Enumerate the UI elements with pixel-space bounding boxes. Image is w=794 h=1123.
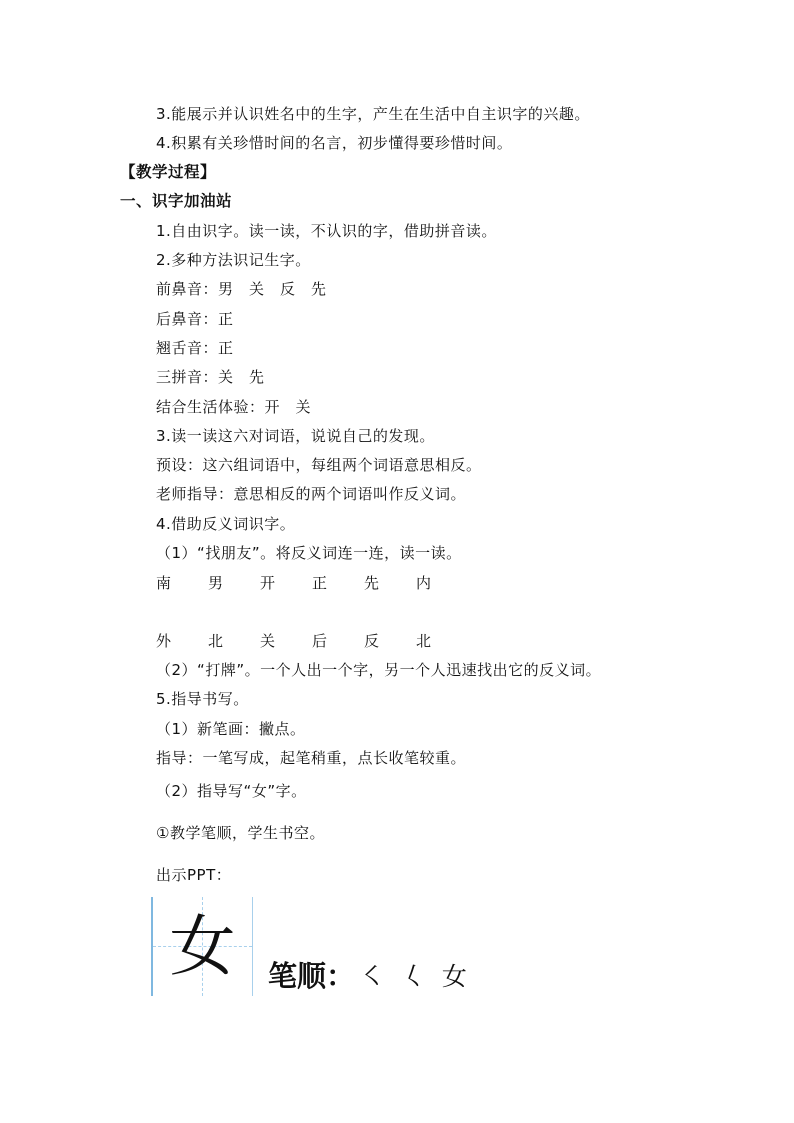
goal-3: 3.能展示并认识姓名中的生字，产生在生活中自主识字的兴趣。	[156, 105, 590, 123]
section-heading-1: 一、识字加油站	[120, 192, 233, 210]
triple-pinyin-line: 三拼音：关 先	[156, 368, 265, 386]
word-top-5: 先	[364, 574, 380, 592]
word-bottom-4: 后	[312, 632, 328, 650]
step-1: 1.自由识字。读一读，不认识的字，借助拼音读。	[156, 222, 497, 240]
goal-4: 4.积累有关珍惜时间的名言，初步懂得要珍惜时间。	[156, 134, 513, 152]
word-bottom-6: 北	[416, 632, 432, 650]
stroke-order-sequence: ㇛ 𡿨 女	[360, 962, 471, 991]
word-top-3: 开	[260, 574, 276, 592]
word-bottom-5: 反	[364, 632, 380, 650]
word-top-4: 正	[312, 574, 328, 592]
retroflex-line: 翘舌音：正	[156, 339, 234, 357]
step-3: 3.读一读这六对词语，说说自己的发现。	[156, 427, 435, 445]
write-nv-line: （2）指导写“女”字。	[156, 782, 307, 800]
new-stroke-line: （1）新笔画：撇点。	[156, 720, 306, 738]
tianzige-grid	[151, 897, 253, 996]
ppt-label: 出示PPT：	[156, 866, 232, 884]
back-nasal-line: 后鼻音：正	[156, 310, 234, 328]
stroke-order-label: 笔顺：	[268, 959, 356, 993]
step-5: 5.指导书写。	[156, 690, 249, 708]
word-top-1: 南	[156, 574, 172, 592]
word-top-2: 男	[208, 574, 224, 592]
word-bottom-1: 外	[156, 632, 172, 650]
word-bottom-3: 关	[260, 632, 276, 650]
teacher-guide-line: 老师指导：意思相反的两个词语叫作反义词。	[156, 485, 467, 503]
game-1-line: （1）“找朋友”。将反义词连一连，读一读。	[156, 544, 462, 562]
stroke-demo-line: ①教学笔顺，学生书空。	[156, 824, 325, 842]
process-heading: 【教学过程】	[120, 163, 217, 181]
word-top-6: 内	[416, 574, 432, 592]
front-nasal-line: 前鼻音：男 关 反 先	[156, 280, 327, 298]
word-bottom-2: 北	[208, 632, 224, 650]
model-character: 女	[169, 907, 236, 985]
step-4: 4.借助反义词识字。	[156, 515, 296, 533]
preset-line: 预设：这六组词语中，每组两个词语意思相反。	[156, 456, 482, 474]
stroke-guide-line: 指导：一笔写成，起笔稍重，点长收笔较重。	[156, 749, 467, 767]
game-2-line: （2）“打牌”。一个人出一个字，另一个人迅速找出它的反义词。	[156, 661, 602, 679]
life-experience-line: 结合生活体验：开 关	[156, 398, 312, 416]
step-2: 2.多种方法识记生字。	[156, 251, 311, 269]
